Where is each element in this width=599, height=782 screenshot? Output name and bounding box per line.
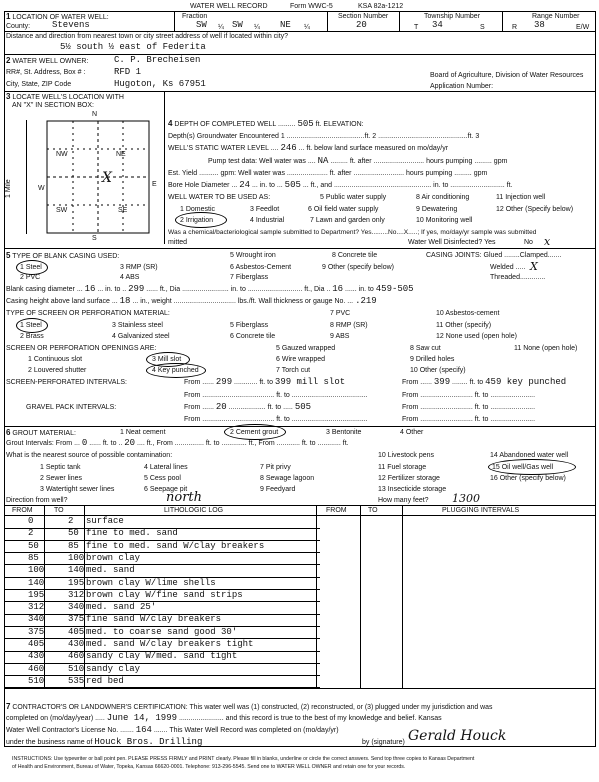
log-cell: brown clay W/lime shells — [86, 577, 216, 588]
log-row-line — [4, 601, 320, 602]
address-value: RFD 1 — [114, 67, 142, 77]
signature: Gerald Houck — [408, 728, 507, 744]
fraction-1: SW — [196, 20, 207, 30]
log-cell: 195 — [68, 577, 85, 588]
log-cell: surface — [86, 516, 124, 526]
s4-pump: Pump test data: Well water was .... NA ......... ft. after .......................... hours pumping ......... gpm — [208, 156, 508, 166]
s4-yield: Est. Yield .......... gpm: Well water was ..................... ft. after .......................... hours pumping ......... gpm — [168, 170, 488, 177]
log-cell: fine to med. sand — [86, 528, 178, 539]
casing-steel: 1 Steel — [20, 264, 42, 271]
section-grid — [46, 120, 150, 234]
s3-label: 3 LOCATE WELL'S LOCATION WITH — [6, 92, 124, 101]
log-cell: brown clay W/fine sand strips — [86, 589, 243, 600]
county-label: County: — [6, 23, 31, 30]
grout-cement: 2 Cement grout — [230, 429, 279, 436]
log-cell: 535 — [68, 675, 85, 686]
instructions: INSTRUCTIONS: Use typewriter or ball point pen. PLEASE PRESS FIRMLY and PRINT clearly. Please fill in blanks, underline or circle the correct answers. Send top three copies to Kansas Department — [12, 756, 475, 762]
direction-value: north — [166, 490, 203, 505]
log-cell: 100 — [68, 552, 85, 563]
casing-diameter: Blank casing diameter ... 16 ... in. to .. 299 ...... ft., Dia ........................ in. to ............................ ft., Dia .. 16 ...... in. to 459-505 — [6, 284, 414, 294]
use-irrigation: 2 Irrigation — [180, 217, 214, 224]
township-value: 34 — [432, 20, 443, 30]
log-cell: 340 — [28, 614, 45, 625]
log-cell: 50 — [28, 540, 39, 551]
form-title: WATER WELL RECORD — [190, 3, 268, 10]
fraction-3: NE — [280, 20, 291, 30]
distance-label: Distance and direction from nearest town or city street address of well if located within city? — [6, 33, 289, 40]
range-label: Range Number — [532, 13, 580, 20]
fraction-2: SW — [232, 20, 243, 30]
board-text: Board of Agriculture, Division of Water Resources — [430, 72, 584, 79]
log-cell: sandy clay W/med. sand tight — [86, 651, 238, 662]
screen-steel: 1 Steel — [20, 322, 42, 329]
log-cell: sandy clay — [86, 663, 141, 674]
log-cell: red bed — [86, 675, 124, 686]
log-cell: med. to coarse sand good 30' — [86, 626, 238, 637]
city-value: Hugoton, Ks 67951 — [114, 79, 206, 89]
county-value: Stevens — [52, 20, 90, 30]
log-cell: med. sand — [86, 565, 135, 576]
certification-text: 7 CONTRACTOR'S OR LANDOWNER'S CERTIFICATION: This water well was (1) constructed, (2) reconstructed, or (3) plugged under my jurisdiction and was — [6, 702, 493, 711]
township-label: Township Number — [424, 13, 481, 20]
log-row-line — [4, 663, 320, 664]
range-value: 38 — [534, 20, 545, 30]
log-cell: 510 — [68, 663, 85, 674]
gravel-row-1: From ...... 20 ................... ft. to ..... 505 — [184, 402, 312, 412]
fraction-label: Fraction — [182, 13, 208, 20]
section-label: Section Number — [338, 13, 389, 20]
log-row-line — [4, 552, 320, 553]
casing-height: Casing height above land surface ... 18 ... in., weight ................................ lbs./ft. Wall thickness or gauge No. ... .219 — [6, 296, 377, 306]
log-cell: fine to med. sand W/clay breakers — [86, 540, 265, 551]
city-label: City, State, ZIP Code — [6, 81, 72, 88]
instructions-2: of Health and Environment, Bureau of Water, Topeka, Kansas 66620-0001. Telephone: 913-296-5545. Send one to WATER WELL OWNER and retain one for your records. — [12, 764, 406, 770]
log-cell: 312 — [68, 589, 85, 600]
chem-question: Was a chemical/bacteriological sample submitted to Department? Yes.........No....X.....; If yes, mo/day/yr sample was submitted — [168, 229, 537, 236]
s6-label: 6 GROUT MATERIAL: — [6, 428, 76, 437]
form-number: Form WWC-5 — [290, 3, 333, 10]
log-cell: fine sand W/clay breakers — [86, 614, 222, 625]
perf-row-2: From ...... 399 ........ ft. to 459 key punched — [402, 377, 567, 387]
contam-oil-well: 15 Oil well/Gas well — [492, 464, 554, 471]
log-cell: 195 — [28, 589, 45, 600]
log-cell: 430 — [68, 639, 85, 649]
completed-row: completed on (mo/day/year) ..... June 14, 1999 ....................... and this record is true to the best of my knowledge and belief. Kansas — [6, 713, 442, 723]
log-cell: med. sand 25' — [86, 602, 157, 613]
log-cell: med. sand W/clay breakers tight — [86, 639, 254, 649]
log-cell: 430 — [28, 651, 45, 662]
s3-label2: AN "X" IN SECTION BOX: — [12, 102, 94, 109]
log-row-line — [4, 564, 320, 565]
s1-label: 1 LOCATION OF WATER WELL: — [6, 12, 109, 21]
log-cell: 405 — [28, 639, 45, 649]
log-cell: 50 — [68, 528, 79, 539]
log-cell: 140 — [68, 565, 85, 576]
well-location-mark: X — [102, 170, 112, 186]
application-label: Application Number: — [430, 83, 494, 90]
howmany-value: 1300 — [452, 492, 480, 505]
s4-depth: 4 DEPTH OF COMPLETED WELL ......... 505 ft. ELEVATION: — [168, 119, 364, 129]
address-label: RR#, St. Address, Box # : — [6, 69, 86, 76]
log-cell: 375 — [28, 626, 45, 637]
log-cell: 340 — [68, 602, 85, 613]
log-cell: 510 — [28, 675, 45, 686]
owner-value: C. P. Brecheisen — [114, 55, 201, 65]
log-cell: 405 — [68, 626, 85, 637]
section-value: 20 — [356, 20, 367, 30]
log-cell: brown clay — [86, 552, 141, 563]
s5-label: 5 TYPE OF BLANK CASING USED: — [6, 251, 120, 260]
s4-static: WELL'S STATIC WATER LEVEL .... 246 ... ft. below land surface measured on mo/day/yr — [168, 143, 449, 153]
irrigation-circle — [175, 212, 227, 228]
s4-bore: Bore Hole Diameter ... 24 ... in. to ... 505 ... ft., and .................................................. in. to ............................ ft. — [168, 180, 513, 190]
opening-key-punched: 4 Key punched — [152, 367, 199, 374]
log-cell: 460 — [28, 663, 45, 674]
opening-mill-slot: 3 Mill slot — [152, 356, 182, 363]
business-row: under the business name of Houck Bros. Drilling — [6, 737, 203, 747]
log-cell: 0 — [28, 516, 34, 526]
s2-label: 2 WATER WELL OWNER: — [6, 56, 89, 65]
log-cell: 460 — [68, 651, 85, 662]
log-cell: 312 — [28, 602, 45, 613]
ksa-number: KSA 82a-1212 — [358, 3, 404, 10]
log-cell: 2 — [68, 516, 74, 526]
license-row: Water Well Contractor's License No. ....... 164 ....... This Water Well Record was completed on (mo/day/yr) — [6, 725, 339, 735]
log-row-line — [4, 675, 320, 676]
log-cell: 100 — [28, 565, 45, 576]
log-cell: 375 — [68, 614, 85, 625]
perf-row-1: From ...... 299 ............ ft. to 399 mill slot — [184, 377, 346, 387]
grout-intervals: Grout Intervals: From ... 0 ...... ft. to .. 20 .... ft., From ............... ft. to ............. ft., From ............ ft. to ............ ft. — [6, 438, 349, 448]
log-cell: 140 — [28, 577, 45, 588]
log-cell: 85 — [68, 540, 79, 551]
log-cell: 2 — [28, 528, 34, 539]
distance-value: 5½ south ½ east of Federita — [60, 42, 206, 52]
s4-gw: Depth(s) Groundwater Encountered 1 ........................................ft. 2 ..............................................ft. 3 — [168, 133, 480, 140]
log-cell: 85 — [28, 552, 39, 563]
